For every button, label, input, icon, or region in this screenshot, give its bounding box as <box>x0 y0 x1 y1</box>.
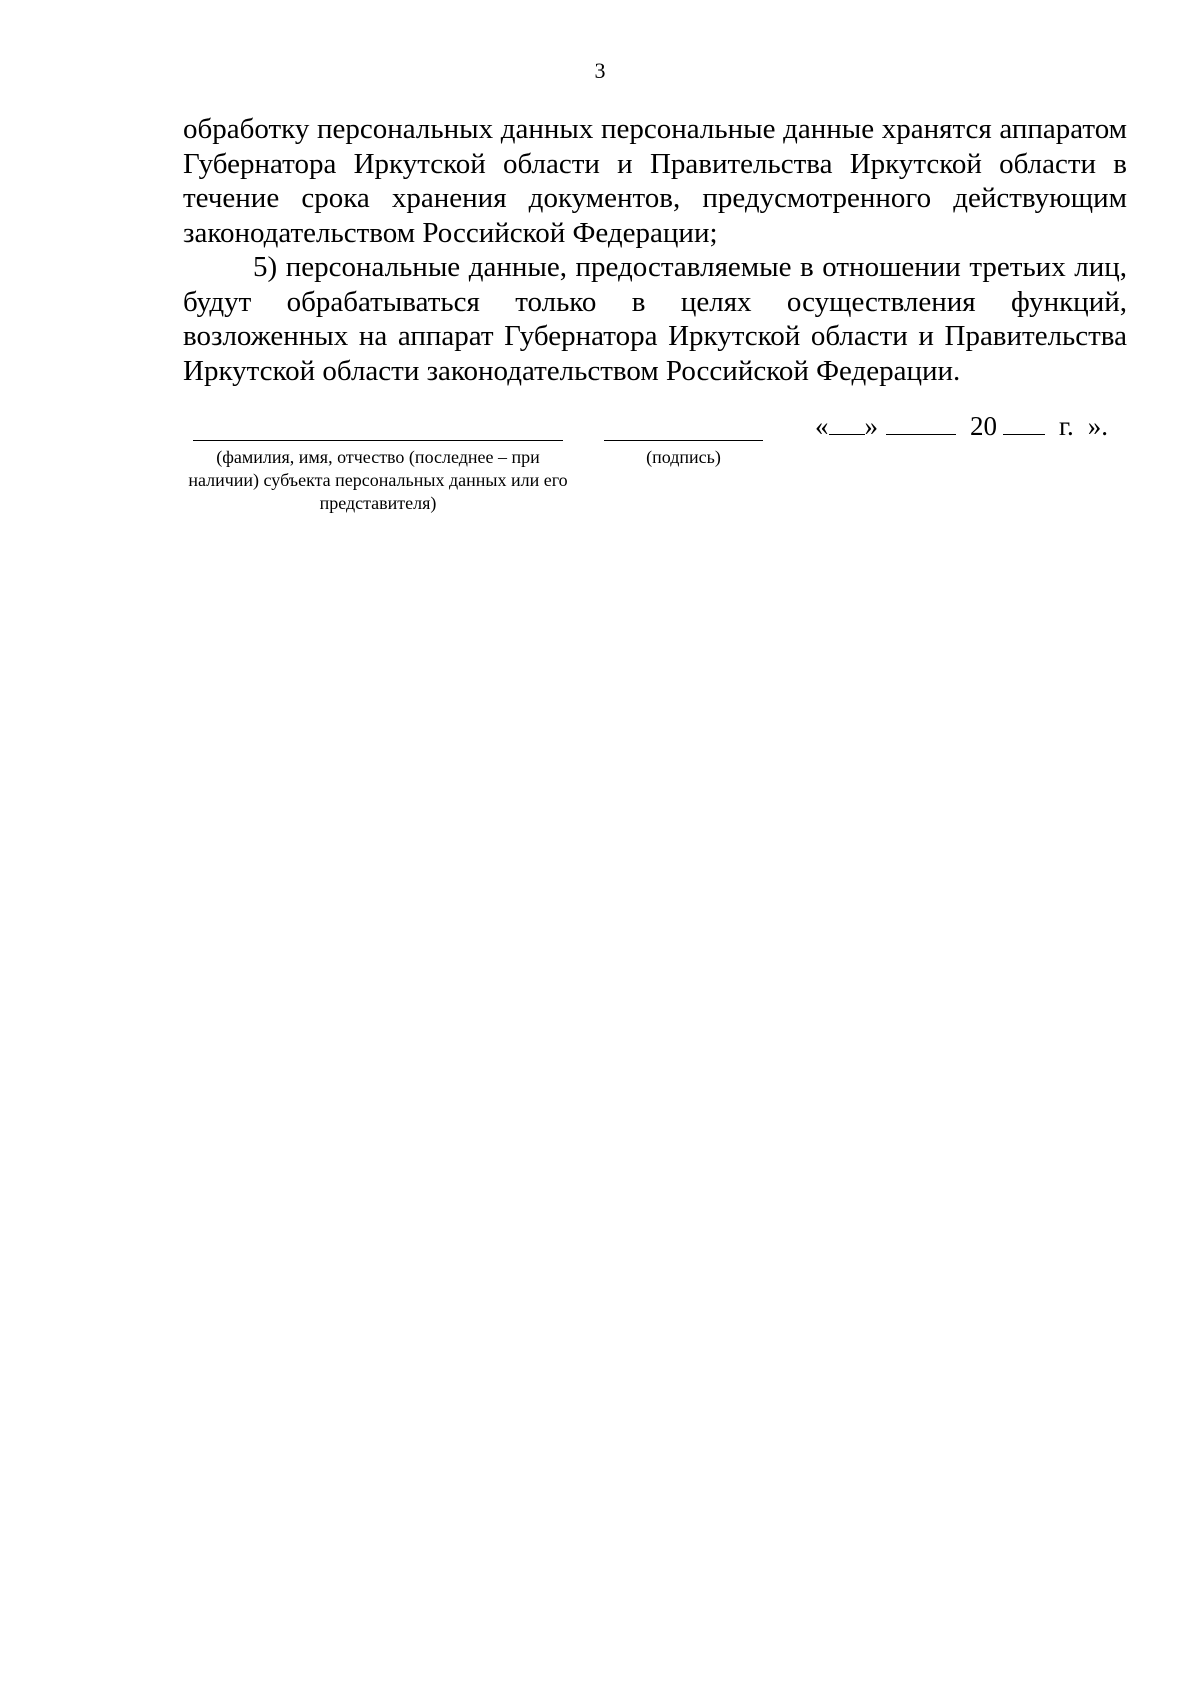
day-blank <box>829 410 865 435</box>
year-blank <box>1003 410 1045 435</box>
date-field <box>815 410 1108 441</box>
month-blank <box>886 410 956 435</box>
page-number: 3 <box>594 58 606 83</box>
name-line <box>193 440 563 441</box>
signature-line <box>604 440 763 441</box>
paragraph-item-5: 5) персональные данные, предоставляемые в отношении третьих лиц, будут обрабатываться только в целях осуществления функций, возложенных на аппарат Губернатора Иркутской области и Правительства Иркутской области законодательством Российской Федерации. <box>183 251 1127 387</box>
century-text: 20 <box>970 411 997 441</box>
paragraph-continuation: обработку персональных данных персональные данные хранятся аппаратом Губернатора Иркутской области и Правительства Иркутской области в течение срока хранения документов, предусмотренного действующим законодательством Российской Федерации; <box>183 113 1127 249</box>
document-body <box>183 112 1127 388</box>
name-caption: (фамилия, имя, отчество (последнее – при наличии) субъекта персональных данных или его представителя) <box>188 447 568 513</box>
closing-quote: ». <box>1087 411 1109 441</box>
year-suffix: г. <box>1059 411 1074 441</box>
date-close-quote: » <box>864 411 878 441</box>
signature-caption: (подпись) <box>646 447 721 467</box>
signature-block <box>0 410 1200 530</box>
date-open-quote: « <box>815 411 829 441</box>
